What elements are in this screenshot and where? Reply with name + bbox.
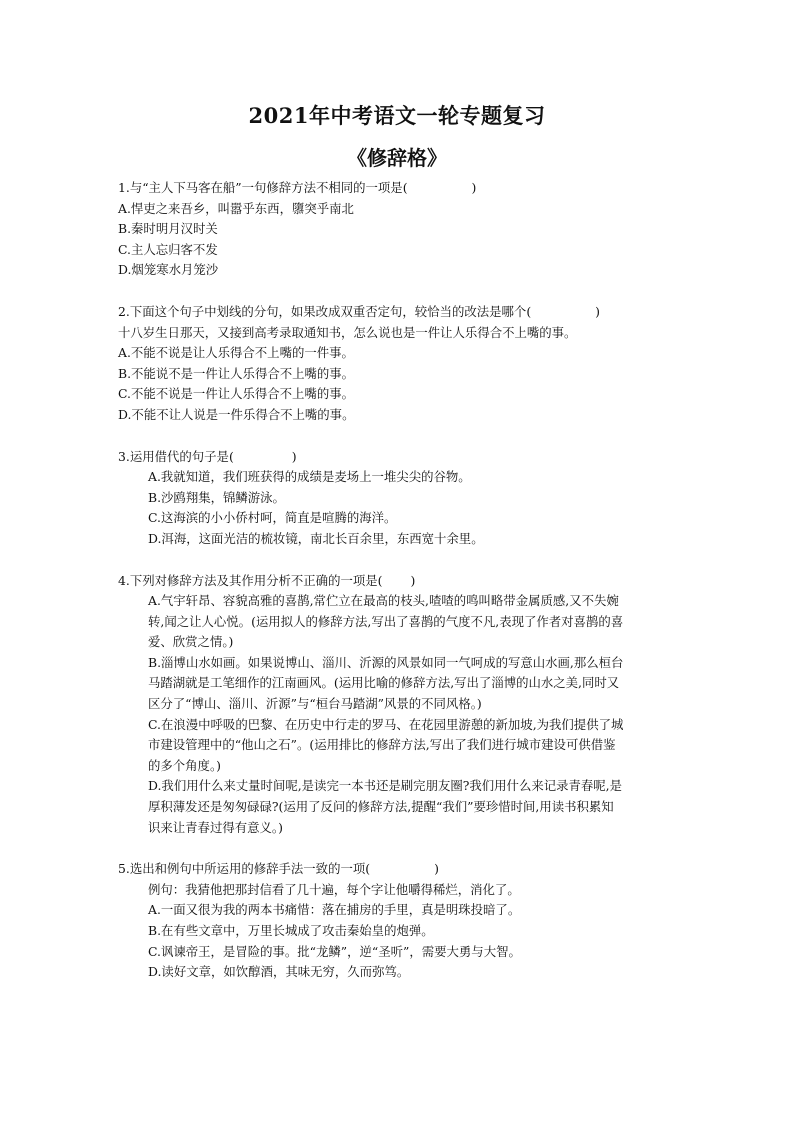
option-c: C.不能不说是一件让人乐得合不上嘴的事。 [118, 386, 355, 402]
question-stem: 4.下列对修辞方法及其作用分析不正确的一项是( ) [118, 572, 416, 588]
option-b: B.不能说不是一件让人乐得合不上嘴的事。 [118, 365, 355, 381]
option-a: A.不能不说是让人乐得合不上嘴的一件事。 [118, 345, 354, 361]
option-a: A.悍吏之来吾乡，叫嚣乎东西，隳突乎南北 [118, 200, 354, 216]
question-stem: 3.运用借代的句子是( ) [118, 448, 297, 464]
option-d-line-1: D.我们用什么来丈量时间呢,是读完一本书还是刷完朋友圈?我们用什么来记录青春呢,是 [148, 778, 623, 794]
option-d: D.洱海，这面光洁的梳妆镜，南北长百余里，东西宽十余里。 [148, 530, 484, 546]
option-c: C.主人忘归客不发 [118, 241, 218, 257]
question-3 [118, 447, 678, 550]
question-context: 十八岁生日那天，又接到高考录取通知书，怎么说也是一件让人乐得合不上嘴的事。 [118, 324, 577, 340]
option-d: D.烟笼寒水月笼沙 [118, 262, 219, 278]
option-d: D.不能不让人说是一件乐得合不上嘴的事。 [118, 406, 355, 422]
document-subtitle: 《修辞格》 [347, 146, 447, 170]
option-c-line-3: 的多个角度。) [148, 757, 221, 773]
question-stem: 2.下面这个句子中划线的分句，如果改成双重否定句，较恰当的改法是哪个( ) [118, 303, 600, 319]
option-d-line-2: 厚积薄发还是匆匆碌碌?(运用了反问的修辞方法,提醒“我们”要珍惜时间,用读书积累知 [148, 799, 614, 815]
question-2 [118, 302, 678, 426]
option-a: A.一面又很为我的两本书痛惜：落在捕房的手里，真是明珠投暗了。 [148, 902, 521, 918]
option-c-line-2: 市建设管理中的“他山之石”。(运用排比的修辞方法,写出了我们进行城市建设可供借鉴 [148, 737, 616, 753]
question-4 [118, 571, 678, 839]
option-a: A.我就知道，我们班获得的成绩是麦场上一堆尖尖的谷物。 [148, 469, 471, 485]
option-c: C.这海滨的小小侨村呵，简直是喧腾的海洋。 [148, 510, 397, 526]
option-b-line-2: 马踏湖就是工笔细作的江南画风。(运用比喻的修辞方法,写出了淄博的山水之美,同时又 [148, 675, 620, 691]
option-a-line-1: A.气宇轩昂、容貌高雅的喜鹊,常伫立在最高的枝头,喳喳的鸣叫略带金属质感,又不失婉 [148, 593, 619, 609]
option-b: B.沙鸥翔集，锦鳞游泳。 [148, 489, 285, 505]
option-b-line-1: B.淄博山水如画。如果说博山、淄川、沂源的风景如同一气呵成的写意山水画,那么桓台 [148, 654, 624, 670]
option-b: B.秦时明月汉时关 [118, 221, 218, 237]
question-5 [118, 859, 678, 983]
question-stem: 5.选出和例句中所运用的修辞手法一致的一项( ) [118, 861, 439, 877]
option-d-line-3: 识来让青春过得有意义。) [148, 819, 283, 835]
option-d: D.读好文章，如饮醇酒，其味无穷，久而弥笃。 [148, 964, 410, 980]
option-a-line-2: 转,闻之让人心悦。(运用拟人的修辞方法,写出了喜鹊的气度不凡,表现了作者对喜鹊的喜 [148, 613, 624, 629]
question-list [118, 178, 678, 983]
option-b-line-3: 区分了“博山、淄川、沂源”与“桓台马踏湖”风景的不同风格。) [148, 696, 482, 712]
question-stem: 1.与“主人下马客在船”一句修辞方法不相同的一项是( ) [118, 180, 477, 195]
document-title: 2021年中考语文一轮专题复习 [248, 103, 546, 128]
option-b: B.在有些文章中，万里长城成了攻击秦始皇的炮弹。 [148, 923, 434, 938]
option-c: C.讽谏帝王，是冒险的事。批“龙鳞”，逆“圣听”，需要大勇与大智。 [148, 943, 521, 959]
question-context: 例句：我猜他把那封信看了几十遍，每个字让他嚼得稀烂，消化了。 [148, 881, 520, 897]
option-a-line-3: 爱、欣赏之情。) [148, 634, 234, 650]
question-1 [118, 178, 678, 281]
option-c-line-1: C.在浪漫中呼吸的巴黎、在历史中行走的罗马、在花园里游憩的新加坡,为我们提供了城 [148, 716, 624, 732]
